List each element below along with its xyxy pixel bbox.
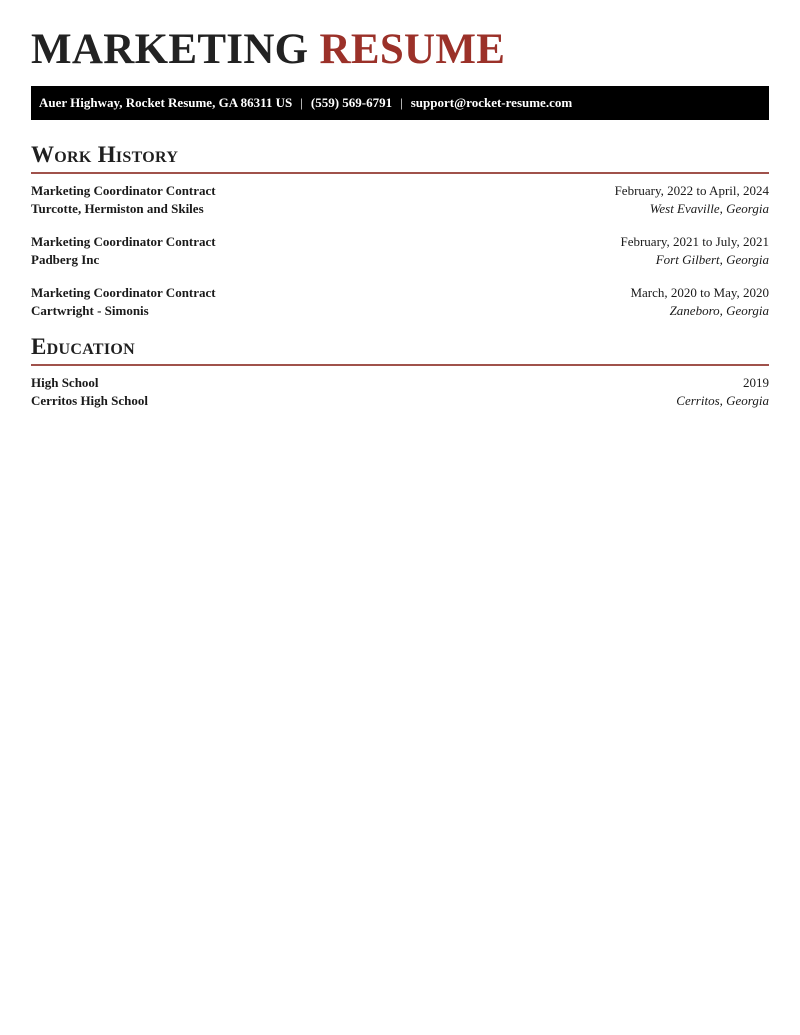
job-title: Marketing Coordinator Contract	[31, 285, 216, 300]
work-history-section	[31, 141, 769, 320]
job-dates: February, 2022 to April, 2024	[614, 183, 769, 198]
title-main: MARKETING	[31, 26, 309, 73]
contact-separator: |	[400, 95, 403, 110]
job-location: Fort Gilbert, Georgia	[655, 252, 769, 267]
school-name: Cerritos High School	[31, 393, 148, 408]
section-divider	[31, 172, 769, 174]
job-location: Zaneboro, Georgia	[669, 303, 769, 318]
section-divider	[31, 364, 769, 366]
company-name: Turcotte, Hermiston and Skiles	[31, 201, 204, 216]
degree: High School	[31, 375, 99, 390]
work-entry	[31, 284, 769, 320]
job-title: Marketing Coordinator Contract	[31, 183, 216, 198]
resume-title	[31, 0, 769, 74]
company-name: Padberg Inc	[31, 252, 100, 267]
contact-phone[interactable]: (559) 569-6791	[310, 95, 393, 110]
resume-page	[0, 0, 800, 410]
education-entry	[31, 374, 769, 410]
job-title: Marketing Coordinator Contract	[31, 234, 216, 249]
work-history-heading: Work History	[31, 142, 179, 167]
job-dates: February, 2021 to July, 2021	[620, 234, 769, 249]
job-location: West Evaville, Georgia	[649, 201, 769, 216]
education-section	[31, 333, 769, 410]
education-heading: Education	[31, 334, 135, 359]
title-accent: RESUME	[319, 26, 506, 73]
contact-email[interactable]: support@rocket-resume.com	[410, 95, 573, 110]
contact-address: Auer Highway, Rocket Resume, GA 86311 US	[39, 95, 293, 110]
graduation-year: 2019	[743, 375, 769, 390]
work-entry	[31, 233, 769, 269]
school-location: Cerritos, Georgia	[676, 393, 769, 408]
work-history-list	[31, 182, 769, 320]
education-list	[31, 374, 769, 410]
company-name: Cartwright - Simonis	[31, 303, 149, 318]
contact-separator: |	[300, 95, 303, 110]
work-entry	[31, 182, 769, 218]
contact-bar	[31, 86, 769, 120]
job-dates: March, 2020 to May, 2020	[630, 285, 769, 300]
